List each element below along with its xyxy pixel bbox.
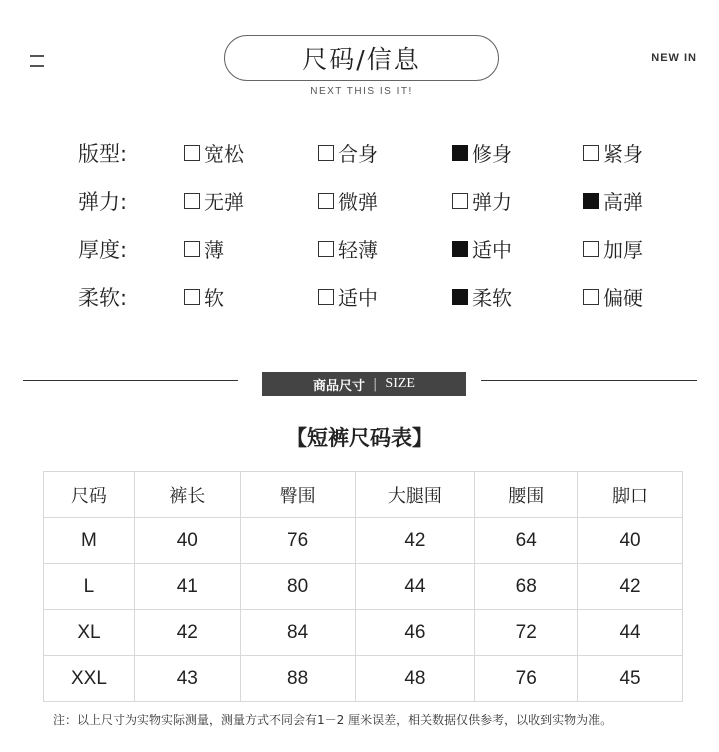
table-cell: 72	[475, 610, 578, 656]
section-badge	[262, 372, 466, 396]
table-cell: 76	[475, 656, 578, 702]
checkbox-icon	[318, 241, 334, 257]
attr-option: 适中	[318, 282, 378, 311]
new-in-badge: NEW IN	[651, 52, 697, 64]
section-title-en: SIZE	[385, 376, 415, 391]
table-cell: 45	[578, 656, 683, 702]
table-cell: 64	[475, 518, 578, 564]
table-cell: 46	[355, 610, 475, 656]
table-cell: 48	[355, 656, 475, 702]
table-cell: 42	[578, 564, 683, 610]
attr-option: 紧身	[583, 138, 643, 167]
table-cell: 44	[355, 564, 475, 610]
checkbox-checked-icon	[452, 241, 468, 257]
checkbox-icon	[318, 289, 334, 305]
table-cell: XL	[44, 610, 135, 656]
section-separator: |	[373, 376, 378, 392]
checkbox-checked-icon	[452, 145, 468, 161]
size-table	[43, 471, 683, 702]
attr-row-fit	[78, 138, 678, 186]
checkbox-icon	[184, 145, 200, 161]
attr-option: 无弹	[184, 186, 244, 215]
header-cell: 裤长	[134, 472, 240, 518]
header-cell: 尺码	[44, 472, 135, 518]
table-row	[44, 518, 683, 564]
table-row	[44, 656, 683, 702]
attr-option: 合身	[318, 138, 378, 167]
checkbox-checked-icon	[452, 289, 468, 305]
table-cell: 43	[134, 656, 240, 702]
attr-option: 微弹	[318, 186, 378, 215]
checkbox-icon	[318, 193, 334, 209]
table-cell: M	[44, 518, 135, 564]
attr-label: 柔软:	[78, 286, 128, 310]
attr-row-stretch	[78, 186, 678, 234]
attr-option: 软	[184, 282, 224, 311]
attr-row-thickness	[78, 234, 678, 282]
table-cell: L	[44, 564, 135, 610]
table-cell: 76	[240, 518, 355, 564]
header-cell: 臀围	[240, 472, 355, 518]
attr-option: 弹力	[452, 186, 512, 215]
page-subtitle: NEXT THIS IS IT!	[310, 86, 413, 97]
table-cell: 42	[355, 518, 475, 564]
table-cell: 44	[578, 610, 683, 656]
table-cell: 88	[240, 656, 355, 702]
table-row	[44, 564, 683, 610]
checkbox-icon	[583, 145, 599, 161]
hamburger-icon[interactable]	[30, 55, 44, 67]
table-cell: 41	[134, 564, 240, 610]
table-cell: XXL	[44, 656, 135, 702]
checkbox-icon	[184, 289, 200, 305]
table-cell: 40	[578, 518, 683, 564]
checkbox-icon	[583, 241, 599, 257]
checkbox-icon	[318, 145, 334, 161]
attr-option: 高弹	[583, 186, 643, 215]
divider-right	[481, 380, 697, 381]
attr-option: 宽松	[184, 138, 244, 167]
checkbox-checked-icon	[583, 193, 599, 209]
header-cell: 腰围	[475, 472, 578, 518]
header-cell: 大腿围	[355, 472, 475, 518]
page-title: 尺码/信息	[224, 35, 499, 81]
table-cell: 42	[134, 610, 240, 656]
attr-option: 柔软	[452, 282, 512, 311]
attr-option: 偏硬	[583, 282, 643, 311]
section-title-cn: 商品尺寸	[313, 378, 366, 394]
attr-option: 轻薄	[318, 234, 378, 263]
attr-label: 版型:	[78, 142, 128, 166]
table-header-row	[44, 472, 683, 518]
attr-label: 厚度:	[78, 238, 128, 262]
table-row	[44, 610, 683, 656]
attribute-table	[78, 138, 678, 330]
checkbox-icon	[452, 193, 468, 209]
attr-option: 修身	[452, 138, 512, 167]
table-cell: 40	[134, 518, 240, 564]
checkbox-icon	[184, 241, 200, 257]
header-cell: 脚口	[578, 472, 683, 518]
attr-row-softness	[78, 282, 678, 330]
footnote: 注：以上尺寸为实物实际测量，测量方式不同会有1－2 厘米误差，相关数据仅供参考，以收到实物为准。	[53, 713, 613, 727]
divider-left	[23, 380, 238, 381]
attr-option: 加厚	[583, 234, 643, 263]
attr-option: 适中	[452, 234, 512, 263]
attr-option: 薄	[184, 234, 224, 263]
table-cell: 84	[240, 610, 355, 656]
table-cell: 80	[240, 564, 355, 610]
checkbox-icon	[583, 289, 599, 305]
checkbox-icon	[184, 193, 200, 209]
table-cell: 68	[475, 564, 578, 610]
attr-label: 弹力:	[78, 190, 128, 214]
table-title: 【短裤尺码表】	[286, 426, 433, 450]
